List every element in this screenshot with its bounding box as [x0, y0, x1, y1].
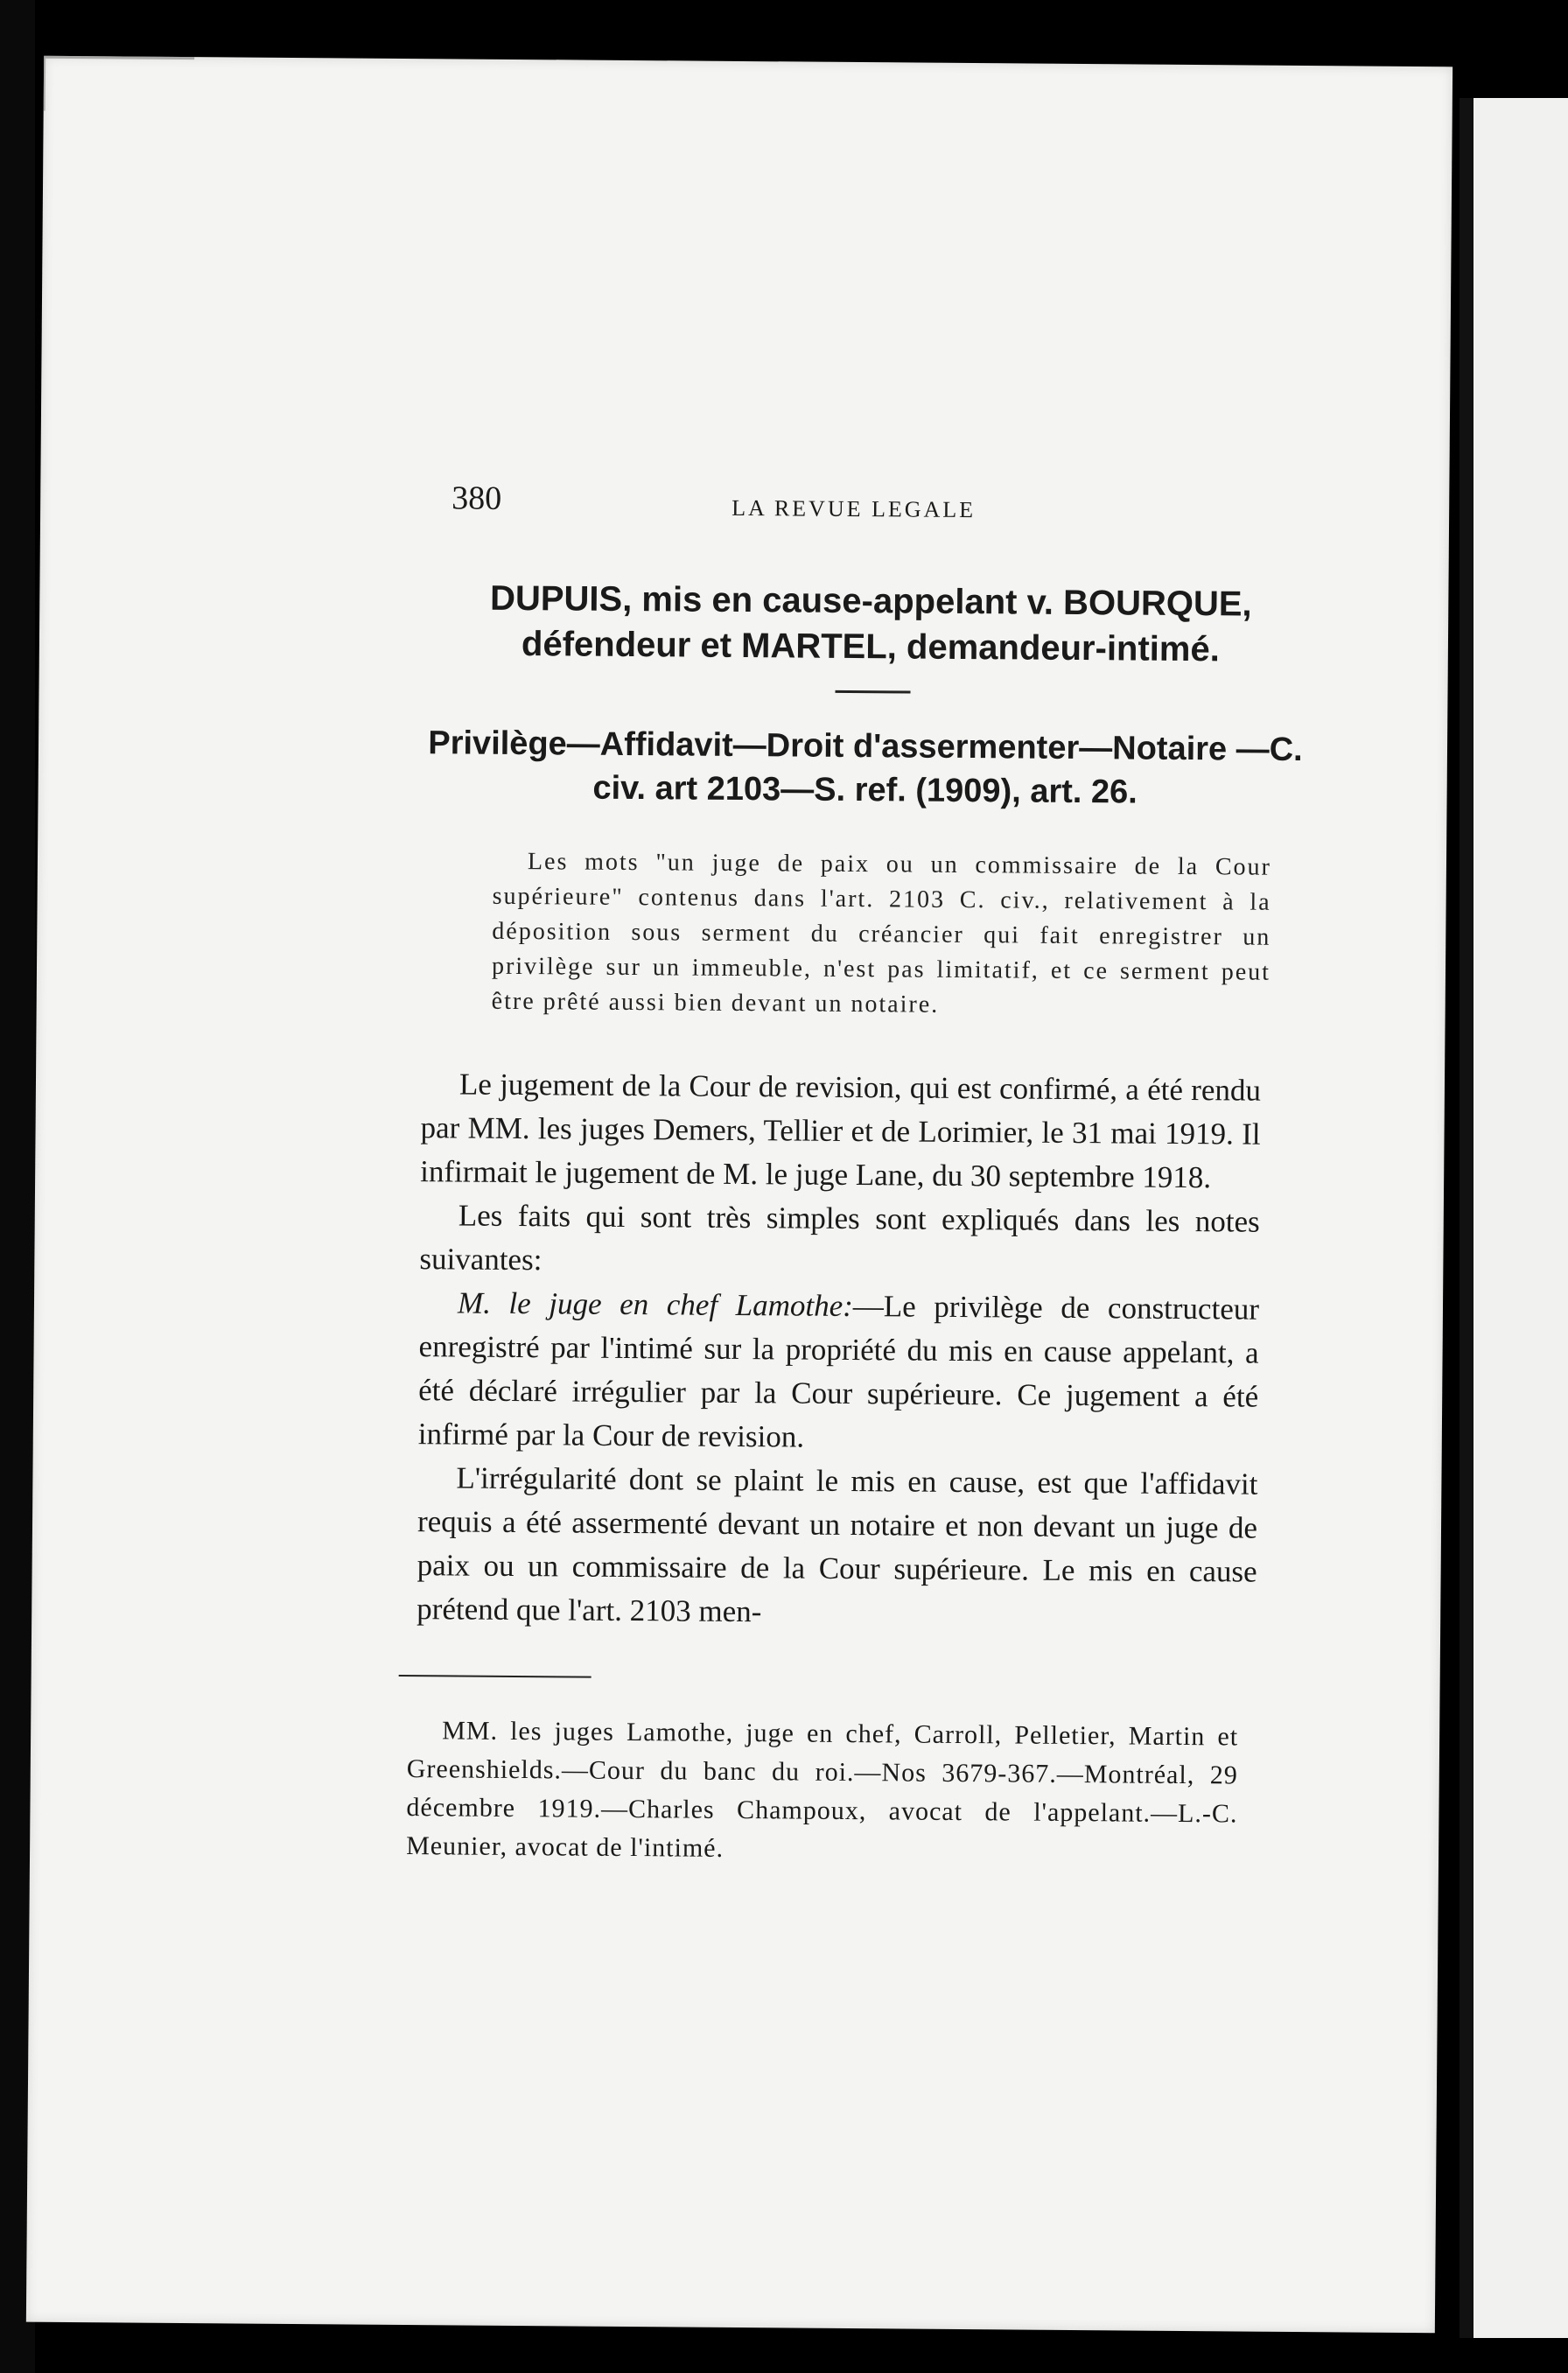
- adjacent-page-edge: [1460, 98, 1568, 2338]
- body-paragraph: Les faits qui sont très simples sont expliqués dans les notes suivantes:: [419, 1198, 1260, 1278]
- journal-title: LA REVUE LEGALE: [732, 494, 976, 523]
- page-content: [380, 470, 1303, 1872]
- headnote: Les mots "un juge de paix ou un commissaire de la Cour supérieure" contenus dans l'art. 2103 C. civ., relativement à la déposition sous serment du créancier qui fait enregistrer un privilège sur un immeuble, n'est pas limitatif, et ce serment peut être prêté aussi bien devant un notaire.: [491, 848, 1272, 1018]
- running-head: [390, 470, 1284, 538]
- judge-name: M. le juge en chef Lamothe:: [457, 1285, 854, 1324]
- page-number: 380: [452, 480, 502, 517]
- title-divider: [836, 690, 911, 694]
- body-paragraph: [418, 1281, 1260, 1463]
- body-text: [416, 1062, 1261, 1638]
- case-title: DUPUIS, mis en cause-appelant v. BOURQUE, défendeur et MARTEL, demandeur-intimé.: [489, 578, 1252, 669]
- body-paragraph: L'irrégularité dont se plaint le mis en cause, est que l'affidavit requis a été assermenté devant un notaire et non devant un juge de paix ou un commissaire de la Cour supérieure. Le mis en cause prétend que l'art. 2103 men-: [416, 1460, 1258, 1629]
- footnote-divider: [399, 1675, 592, 1678]
- footnote: MM. les juges Lamothe, juge en chef, Carroll, Pelletier, Martin et Greenshields.—Cour du banc du roi.—Nos 3679-367.—Montréal, 29 décembre 1919.—Charles Champoux, avocat de l'appelant.—L.-C. Meunier, avocat de l'intimé.: [406, 1716, 1239, 1863]
- body-paragraph-text: —Le privilège de constructeur enregistré par l'intimé sur la propriété du mis en cause appelant, a été déclaré irrégulier par la Cour supérieure. Ce jugement a été infirmé par la Cour de revision.: [417, 1289, 1260, 1454]
- page-corner-fold: [44, 56, 194, 112]
- body-paragraph: Le jugement de la Cour de revision, qui est confirmé, a été rendu par MM. les juges Demers, Tellier et de Lorimier, le 31 mai 1919. Il infirmait le jugement de M. le juge Lane, du 30 septembre 1918.: [420, 1067, 1262, 1195]
- case-keywords: Privilège—Affidavit—Droit d'assermenter—Notaire —C. civ. art 2103—S. ref. (1909), art. 26.: [428, 724, 1303, 811]
- scanned-page: [26, 56, 1452, 2334]
